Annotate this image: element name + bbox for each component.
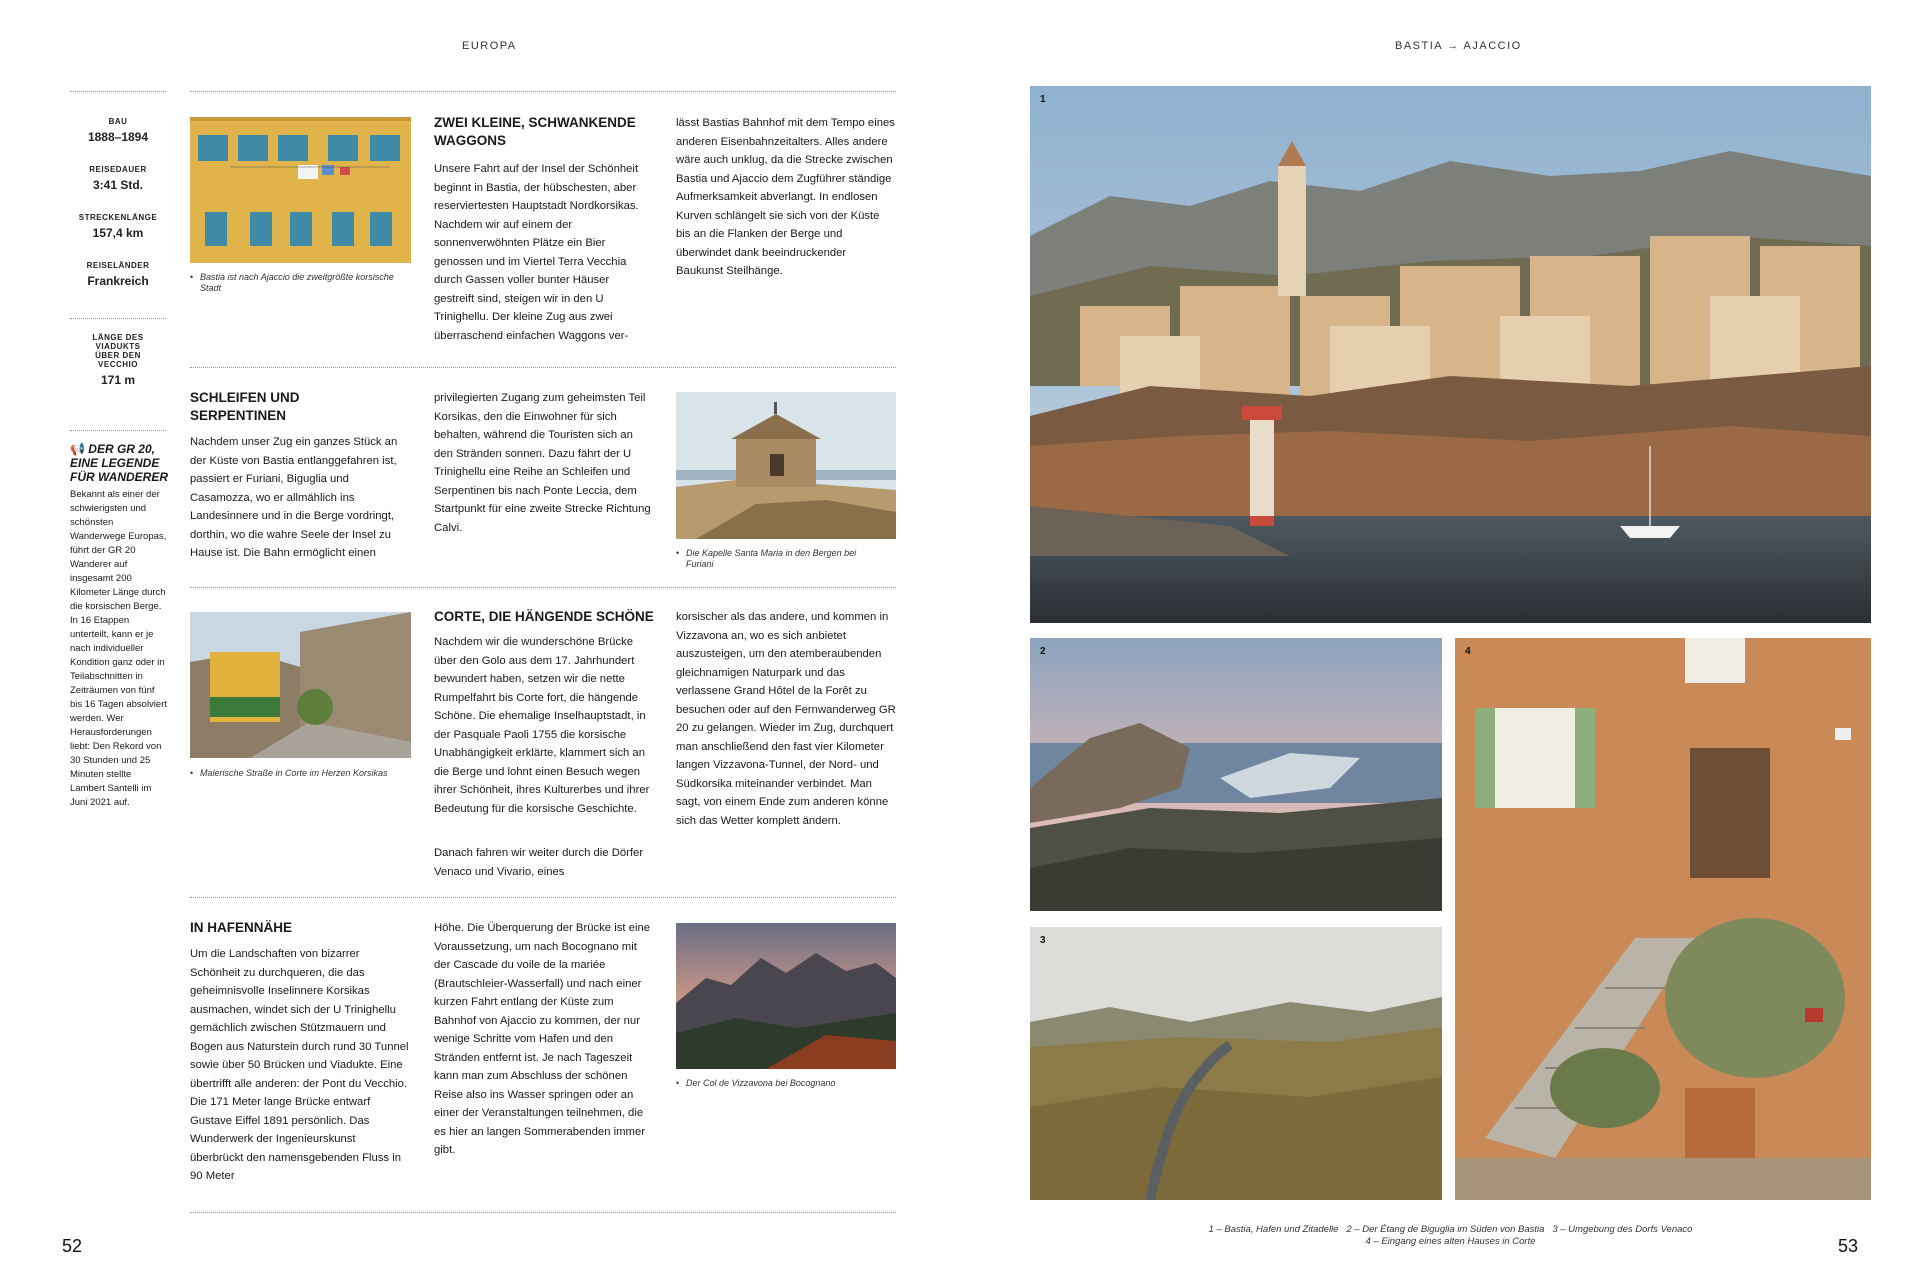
photo-caption: • Malerische Straße in Corte im Herzen Korsikas — [190, 768, 420, 779]
gr20-text: Bekannt als einer der schwierigsten und schönsten Wanderwege Europas, führt der GR 20 Wanderer auf insgesamt 200 Kilometer Länge durch die korsischen Berge. In 16 Etappen unterteilt, kann er je nach individueller Kondition ganz oder in Teilabschnitten in Zeiträumen von fünf bis 16 Tagen absolviert werden. Wer Herausforderungen liebt: Den Rekord von 30 Stunden und 25 Minuten stellte Lambert Santelli im Juni 2021 auf. — [70, 489, 167, 808]
stat-label: STRECKENLÄNGE — [78, 213, 158, 222]
venaco-photo — [1030, 927, 1442, 1200]
stat-viaduct — [70, 333, 166, 387]
stat-bau — [70, 117, 166, 144]
bastia-facade-photo — [190, 117, 411, 263]
stat-value: 171 m — [100, 373, 136, 387]
bastia-harbour-photo — [1030, 86, 1871, 623]
page-number-right: 53 — [1838, 1236, 1859, 1256]
sidebar-rule — [70, 430, 166, 431]
section-rule — [190, 1212, 896, 1213]
photo-captions-line: 4 – Eingang eines alten Hauses in Corte — [1365, 1236, 1536, 1247]
gr20-heading — [70, 442, 168, 484]
photo-number: 4 — [1465, 646, 1471, 657]
photo-caption: • Bastia ist nach Ajaccio die zweitgrößte korsische Stadt — [190, 272, 410, 294]
stat-value: 157,4 km — [92, 226, 144, 240]
stat-label: REISEDAUER — [89, 165, 147, 174]
photo-caption: • Der Col de Vizzavona bei Bocognano — [676, 1078, 896, 1089]
vizzavona-photo — [676, 923, 896, 1069]
photo-number: 2 — [1040, 646, 1046, 657]
stat-label: REISELÄNDER — [86, 261, 150, 270]
stat-value: 3:41 Std. — [92, 178, 143, 192]
stat-reisedauer — [70, 165, 166, 192]
section-title: ZWEI KLEINE, SCHWANKENDE WAGGONS — [434, 115, 636, 148]
section-rule — [190, 367, 896, 368]
gr20-heading-text: DER GR 20, EINE LEGENDE FÜR WANDERER — [70, 442, 168, 484]
section-title: IN HAFENNÄHE — [190, 920, 293, 935]
section-body: privilegierten Zugang zum geheimsten Teil Korsikas, den die Einwohner für sich behalten, während die Touristen sich an den Stränden sonnen. Dazu fährt der U Trinighellu eine Reihe an Schleifen und Serpentinen bis nach Ponte Leccia, dem Startpunkt für eine zweite Strecke Richtung Calvi. — [434, 392, 651, 534]
section-title: SCHLEIFEN UND SERPENTINEN — [190, 390, 300, 423]
page-number-left: 52 — [62, 1236, 83, 1256]
biguglia-photo — [1030, 638, 1442, 911]
sidebar-rule — [70, 91, 166, 92]
photo-caption: • Die Kapelle Santa Maria in den Bergen bei Furiani — [676, 548, 886, 570]
section-body: Höhe. Die Überquerung der Brücke ist eine Voraussetzung, um nach Bocognano mit der Cascade du voile de la mariée (Brautschleier-Wasserfall) und nach einer kurzen Fahrt entlang der Küste zum Bahnhof von Ajaccio zu kommen, der nur wenige Schritte vom Hafen und den Stränden entfernt ist. Je nach Tageszeit kann man zum Abschluss der schönen Reise also ins Wasser springen oder an einer der Veranstaltungen teilnehmen, die es hier an langen Sommerabenden immer gibt. — [434, 922, 651, 1156]
section-body: lässt Bastias Bahnhof mit dem Tempo eines anderen Eisenbahnzeitalters. Alles andere wäre auch unklug, da die Strecke zwischen Bastia und Ajaccio dem Zugführer ständige Aufmerksamkeit abverlangt. In endlosen Kurven schlängelt sie sich von der Küste bis an die Flanken der Berge und überwindet dank beeindruckender Baukunst Steilhänge. — [676, 117, 895, 277]
corte-house-photo — [1455, 638, 1871, 1200]
section-body: Um die Landschaften von bizarrer Schönheit zu durchqueren, die das geheimnisvolle Inselinnere Korsikas ausmachen, windet sich der U Trinighellu gemächlich zwischen Stützmauern und Bogen aus Naturstein durch rund 30 Tunnel sowie über 50 Brücken und Viadukte. Eine übertrifft alle anderen: der Pont du Vecchio. Die 171 Meter lange Brücke entwarf Gustave Eiffel 1891 persönlich. Das Wunderwerk der Ingenieurskunst überbrückt den namensgebenden Fluss in 90 Meter — [190, 948, 409, 1182]
photo-captions — [1030, 1224, 1871, 1248]
gr20-box — [70, 442, 168, 810]
stat-value: 1888–1894 — [87, 130, 149, 144]
stat-streckenlaenge — [70, 213, 166, 240]
stat-reiselaender — [70, 261, 166, 288]
stat-label: BAU — [108, 117, 128, 126]
photo-number: 1 — [1040, 94, 1046, 105]
section-body: Danach fahren wir weiter durch die Dörfer Venaco und Vivario, eines — [434, 847, 644, 878]
stat-value: Frankreich — [87, 274, 149, 288]
section-body: Nachdem unser Zug ein ganzes Stück an der Küste von Bastia entlanggefahren ist, passiert er Furiani, Biguglia und Casamozza, wo er allmählich ins Landesinnere und in die Berge vordringt, dorthin, wo die wahre Seele der Insel zu Hause ist. Die Bahn ermöglicht einen — [190, 436, 398, 559]
running-head-right: BASTIA → AJACCIO — [1395, 40, 1522, 52]
section-body: Unsere Fahrt auf der Insel der Schönheit beginnt in Bastia, der hübschesten, aber reserviertesten Hauptstadt Nordkorsikas. Nachdem wir auf einem der sonnenverwöhnten Plätze ein Bier genossen und im Viertel Terra Vecchia durch Gassen voller bunter Häuser gestreift sind, steigen wir in den U Trinighellu. Der kleine Zug aus zwei überraschend einfachen Waggons ver- — [434, 163, 639, 342]
section-body: Nachdem wir die wunderschöne Brücke über den Golo aus dem 17. Jahrhundert bewundert haben, setzen wir die nette Rumpelfahrt bis Corte fort, die hängende Schöne. Die ehemalige Inselhauptstadt, in der Pasquale Paoli 1755 die korsische Unabhängigkeit erklärte, klammert sich an die Berge und lohnt einen Besuch wegen ihrer Schönheit, ihres Kulturerbes und ihrer Bedeutung für die korsische Geschichte. — [434, 636, 650, 815]
photo-captions-line: 1 – Bastia, Hafen und Zitadelle 2 – Der Étang de Biguglia im Süden von Bastia 3 – Umgebung des Dorfs Venaco — [1208, 1224, 1693, 1235]
photo-number: 3 — [1040, 935, 1046, 946]
section-rule — [190, 91, 896, 92]
running-head-left: EUROPA — [462, 40, 517, 52]
section-body: korsischer als das andere, und kommen in Vizzavona an, wo es sich anbietet auszusteigen, um den atemberaubenden gleichnamigen Naturpark und das verlassene Grand Hôtel de la Forêt zu besuchen oder auf den Fernwanderweg GR 20 zu gelangen. Wieder im Zug, durchquert man anschließend den fast vier Kilometer langen Vizzavona-Tunnel, der Nord- und Südkorsika miteinander verbindet. Man sagt, von einem Ende zum anderen könne sich das Wetter komplett ändern. — [676, 611, 896, 827]
stat-label: LÄNGE DES VIADUKTS ÜBER DEN VECCHIO — [92, 333, 144, 369]
megaphone-icon: 📢 — [70, 442, 85, 456]
sidebar-rule — [70, 318, 166, 319]
section-title: CORTE, DIE HÄNGENDE SCHÖNE — [434, 609, 654, 624]
section-rule — [190, 587, 896, 588]
section-rule — [190, 897, 896, 898]
chapel-photo — [676, 392, 896, 539]
corte-street-photo — [190, 612, 411, 758]
